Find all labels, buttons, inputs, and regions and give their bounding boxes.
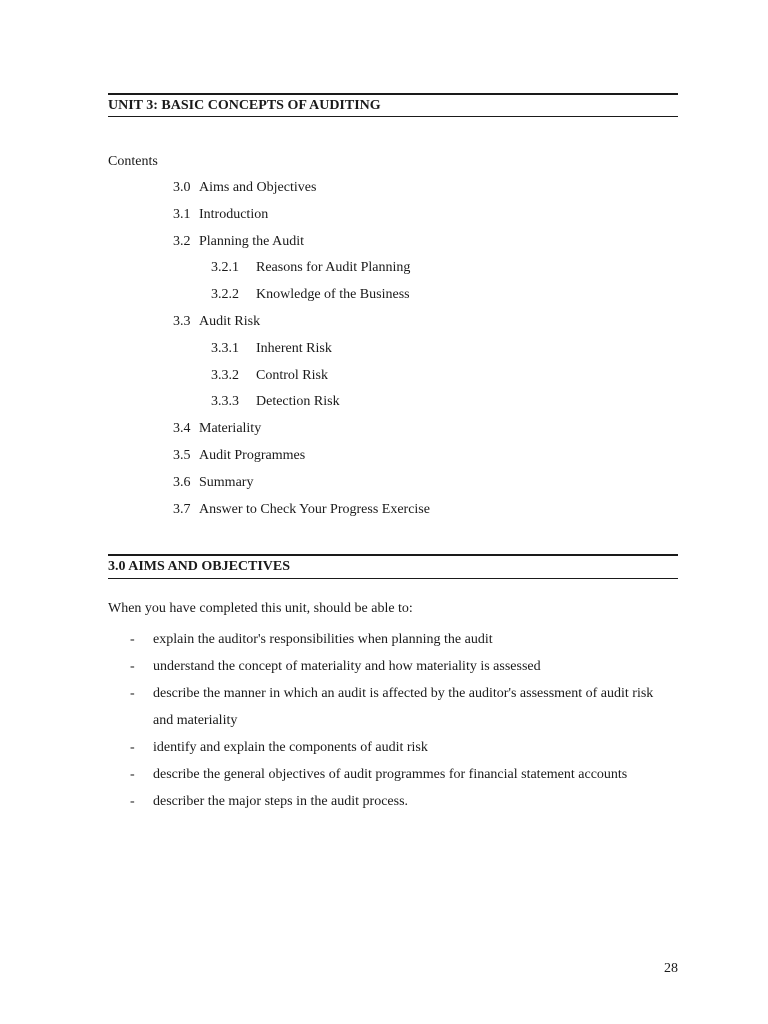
toc-item-title: Aims and Objectives [199,180,317,195]
objective-text: explain the auditor's responsibilities when planning the audit [153,632,493,647]
section-heading-text: 3.0 AIMS AND OBJECTIVES [108,559,291,574]
toc-item [0,206,768,233]
toc-item-number: 3.7 [173,501,191,517]
bullet-dash: - [130,767,135,782]
toc-item [0,501,768,528]
section-heading [108,554,678,579]
toc-item [0,474,768,501]
objective-item [0,653,768,680]
unit-heading-text: UNIT 3: BASIC CONCEPTS OF AUDITING [108,98,381,113]
toc-item [0,179,768,206]
toc-item-title: Inherent Risk [256,340,332,356]
objective-text: describer the major steps in the audit process. [153,794,409,809]
toc-item [0,340,768,367]
objectives-list [0,626,768,815]
toc-item-number: 3.1 [173,206,191,222]
objective-item [0,626,768,653]
toc-item-number: 3.3 [173,313,191,329]
toc-item-title: Reasons for Audit Planning [256,260,411,276]
toc-item-title: Planning the Audit [199,233,304,249]
bullet-dash: - [130,659,135,674]
toc-item-title: Audit Programmes [199,447,306,463]
toc-item [0,313,768,340]
toc-item-number: 3.5 [173,447,191,463]
toc-item-number: 3.2 [173,233,191,249]
toc-item-title: Materiality [199,421,262,437]
toc-item-title: Answer to Check Your Progress Exercise [199,501,430,517]
toc-item-number: 3.2.1 [211,260,239,276]
bullet-dash: - [130,794,135,809]
toc-item-number: 3.3.3 [211,394,239,410]
objective-item [0,788,768,815]
toc-item-number: 3.4 [173,421,191,437]
unit-heading [108,93,678,117]
toc-item-title: Knowledge of the Business [256,287,410,303]
toc-item-number: 3.3.1 [211,340,239,356]
toc-item [0,420,768,447]
toc-item-title: Introduction [199,206,269,222]
toc-item-title: Control Risk [256,367,328,383]
toc-item [0,447,768,474]
bullet-dash: - [130,740,135,755]
toc-item-title: Summary [199,474,254,490]
toc-item [0,367,768,394]
objectives-intro: When you have completed this unit, should be able to: [108,601,413,616]
objective-text: describe the general objectives of audit programmes for financial statement accounts [153,767,628,782]
objective-text: understand the concept of materiality and how materiality is assessed [153,659,541,674]
toc-item-number: 3.6 [173,474,191,490]
objective-item [0,734,768,761]
toc-item-title: Detection Risk [256,394,340,410]
toc-item [0,393,768,420]
objective-text: identify and explain the components of audit risk [153,740,428,755]
toc-item [0,286,768,313]
toc-item [0,259,768,286]
page-number: 28 [664,961,678,976]
toc-item-number: 3.2.2 [211,287,239,303]
toc-item [0,233,768,260]
bullet-dash: - [130,686,135,701]
contents-label: Contents [108,154,158,169]
toc-item-number: 3.3.2 [211,367,239,383]
objective-text: describe the manner in which an audit is affected by the auditor's assessment of audit risk and materiality [153,686,654,728]
toc-item-number: 3.0 [173,180,191,195]
toc-item-title: Audit Risk [199,313,261,329]
table-of-contents [0,179,768,527]
bullet-dash: - [130,632,135,647]
objective-item [0,680,768,734]
objective-item [0,761,768,788]
